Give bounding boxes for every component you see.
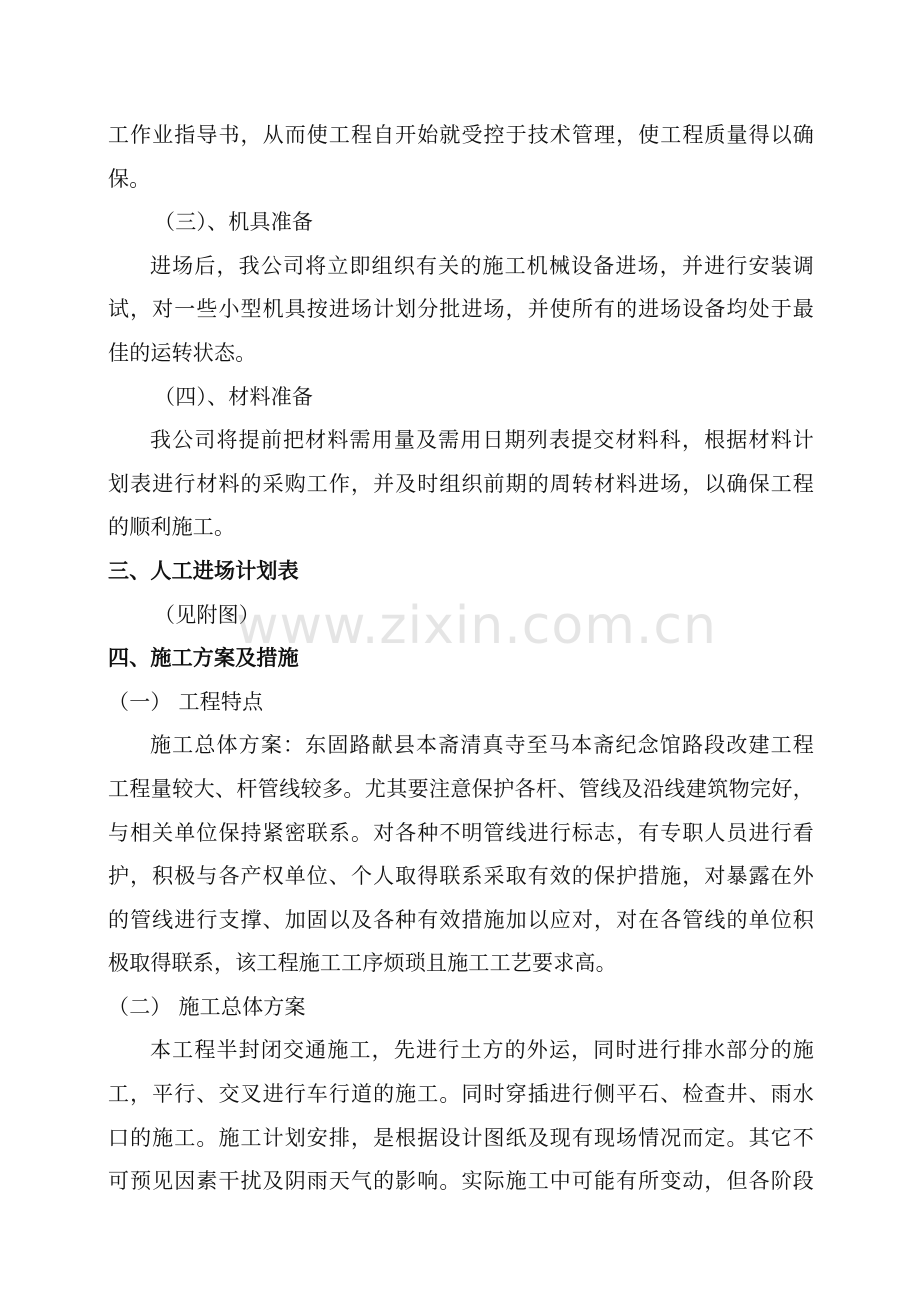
body-text-line: 工作业指导书，从而使工程自开始就受控于技术管理，使工程质量得以确 bbox=[108, 123, 814, 147]
body-text-line: 工程量较大、杆管线较多。尤其要注意保护各杆、管线及沿线建筑物完好， bbox=[108, 776, 814, 801]
body-text-line: 可预见因素干扰及阴雨天气的影响。实际施工中可能有所变动，但各阶段 bbox=[108, 1169, 814, 1194]
document-body bbox=[108, 114, 814, 1204]
body-text-line: 划表进行材料的采购工作，并及时组织前期的周转材料进场，以确保工程 bbox=[108, 471, 814, 496]
body-text-line: 极取得联系，该工程施工工序烦琐且施工工艺要求高。 bbox=[108, 951, 617, 976]
paragraph-first-line: 我公司将提前把材料需用量及需用日期列表提交材料科，根据材料计 bbox=[150, 428, 814, 453]
subsection-heading: （二） 施工总体方案 bbox=[108, 994, 306, 1019]
paragraph-first-line: 施工总体方案：东固路献县本斋清真寺至马本斋纪念馆路段改建工程 bbox=[150, 733, 814, 758]
body-text-line: 的管线进行支撑、加固以及各种有效措施加以应对，对在各管线的单位积 bbox=[108, 907, 814, 932]
section-heading: 四、施工方案及措施 bbox=[108, 646, 299, 671]
body-text-line: 工，平行、交叉进行车行道的施工。同时穿插进行侧平石、检查井、雨水 bbox=[108, 1082, 814, 1107]
body-text-line: 试，对一些小型机具按进场计划分批进场，并使所有的进场设备均处于最 bbox=[108, 297, 814, 322]
body-text-line: 的顺利施工。 bbox=[108, 515, 236, 540]
section-heading: 三、人工进场计划表 bbox=[108, 558, 299, 583]
body-text-line: 保。 bbox=[108, 166, 151, 191]
watermark: www.zixin.com.cn bbox=[236, 596, 717, 656]
paragraph-first-line: 本工程半封闭交通施工，先进行土方的外运，同时进行排水部分的施 bbox=[150, 1038, 814, 1063]
subsection-heading: （三）、机具准备 bbox=[154, 210, 314, 235]
subsection-heading: （一） 工程特点 bbox=[108, 689, 264, 714]
body-text-line: 与相关单位保持紧密联系。对各种不明管线进行标志，有专职人员进行看 bbox=[108, 820, 814, 845]
subsection-heading: （见附图） bbox=[154, 602, 260, 627]
body-text-line: 护，积极与各产权单位、个人取得联系采取有效的保护措施，对暴露在外 bbox=[108, 864, 814, 889]
body-text-line: 口的施工。施工计划安排，是根据设计图纸及现有现场情况而定。其它不 bbox=[108, 1125, 814, 1150]
body-text-line: 佳的运转状态。 bbox=[108, 340, 257, 365]
subsection-heading: （四）、材料准备 bbox=[154, 384, 314, 409]
paragraph-first-line: 进场后，我公司将立即组织有关的施工机械设备进场，并进行安装调 bbox=[150, 253, 814, 278]
